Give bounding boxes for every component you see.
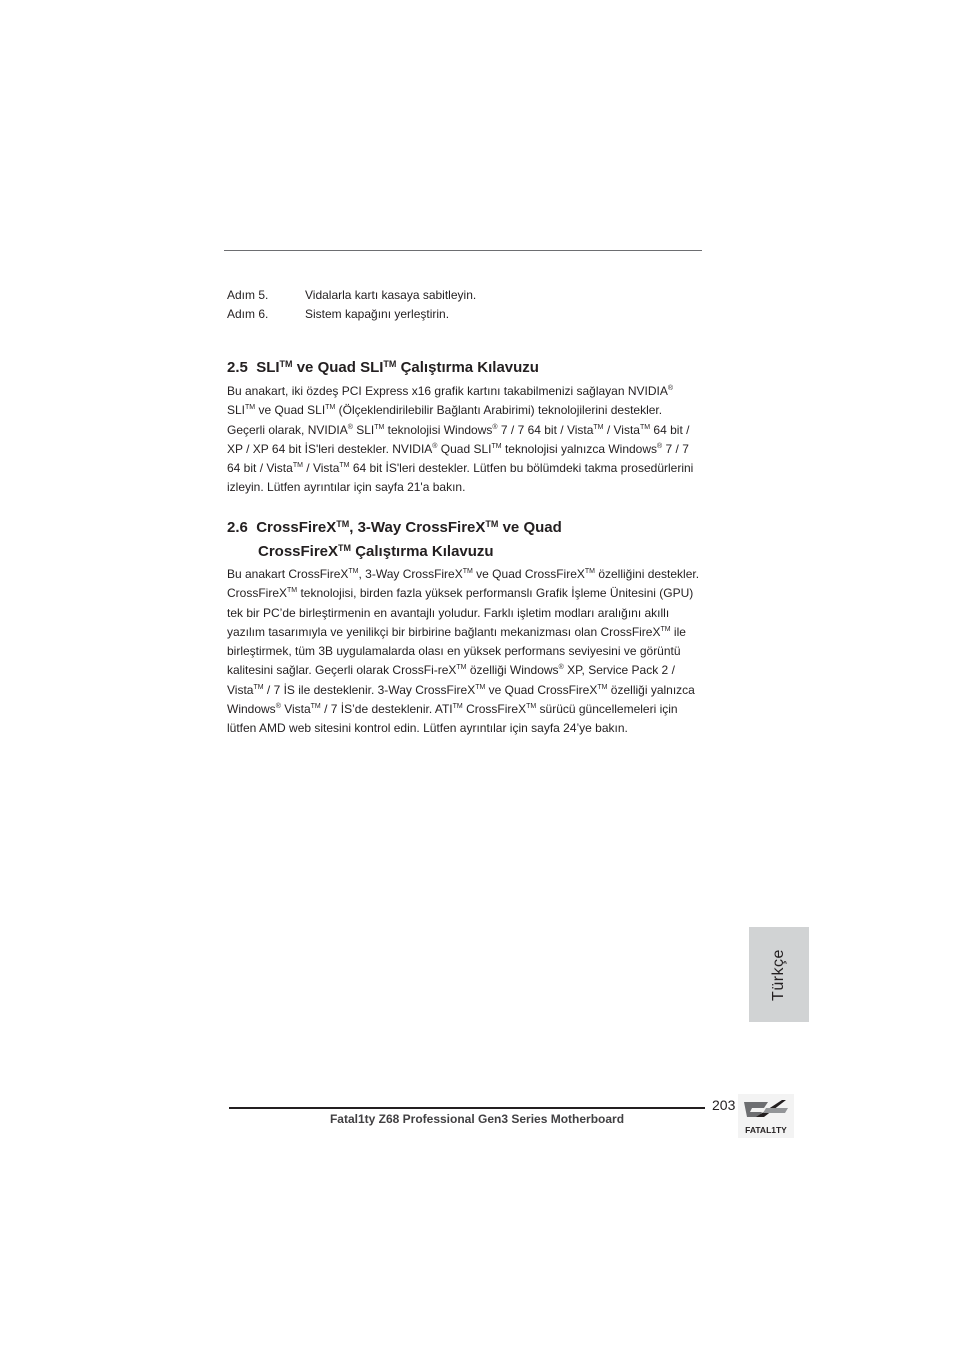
section-2-6-heading: 2.6 CrossFireX™, 3-Way CrossFireX™ ve Quad CrossFireX™ Çalıştırma Kılavuzu: [227, 519, 562, 560]
top-divider: [224, 250, 702, 251]
footer-divider: [229, 1107, 705, 1109]
footer-title: Fatal1ty Z68 Professional Gen3 Series Motherboard: [329, 1112, 625, 1126]
language-label: Türkçe: [770, 948, 787, 1001]
section-2-6-body: Bu anakart CrossFireX™, 3-Way CrossFireX™ ve Quad CrossFireX™ özelliğini destekler. CrossFireX™ teknolojisi, birden fazla yüksek performanslı Grafik İşleme Ünitesini (GPU) tek bir PC’de birleştirmenin en avantajlı yoludur. Farklı işletim modları aralığını akıllı yazılım tasarımıyla ve yenilikçi bir birbirine bağlantı mekanizması olan CrossFireX™ ile birleştirmek, tüm 3B uygulamalarda olası en yüksek performans seviyesini ve görüntü kalitesini sağlar. Geçerli olarak CrossFi-reX™ özelliği Windows® XP, Service Pack 2 / Vista™ / 7 İS ile desteklenir. 3-Way CrossFireX™ ve Quad CrossFireX™ özelliği yalnızca Windows® Vista™ / 7 İS’de desteklenir. ATI™ CrossFireX™ sürücü güncellemeleri için lütfen AMD web sitesini kontrol edin. Lütfen ayrıntılar için sayfa 24’ye bakın.: [227, 567, 700, 736]
step-label: Adım 6.: [227, 307, 269, 321]
section-2-5-body: Bu anakart, iki özdeş PCI Express x16 grafik kartını takabilmenizi sağlayan NVIDIA® SLI™ ve Quad SLI™ (Ölçeklendirilebilir Bağlantı Arabirimi) teknolojilerini destekler. Geçerli olarak, NVIDIA® SLI™ teknolojisi Windows® 7 / 7 64 bit / Vista™ / Vista™ 64 bit / XP / XP 64 bit İS'leri destekler. NVIDIA® Quad SLI™ teknolojisi yalnızca Windows® 7 / 7 64 bit / Vista™ / Vista™ 64 bit İS'leri destekler. Lütfen bu bölümdeki takma prosedürlerini izleyin. Lütfen ayrıntılar için sayfa 21'a bakın.: [227, 384, 694, 495]
fatal1ty-logo: [738, 1094, 794, 1138]
step-text: Vidalarla kartı kasaya sabitleyin.: [305, 288, 477, 302]
step-item: [227, 286, 476, 305]
language-side-tab: [749, 927, 809, 1022]
section-2-5-heading: 2.5 SLI™ ve Quad SLI™ Çalıştırma Kılavuzu: [227, 359, 539, 376]
logo-text: FATAL1TY: [745, 1125, 787, 1135]
step-text: Sistem kapağını yerleştirin.: [305, 307, 450, 321]
step-item: [227, 305, 476, 324]
step-label: Adım 5.: [227, 288, 269, 302]
step-list: [227, 286, 476, 324]
page-number: 203: [712, 1097, 736, 1113]
